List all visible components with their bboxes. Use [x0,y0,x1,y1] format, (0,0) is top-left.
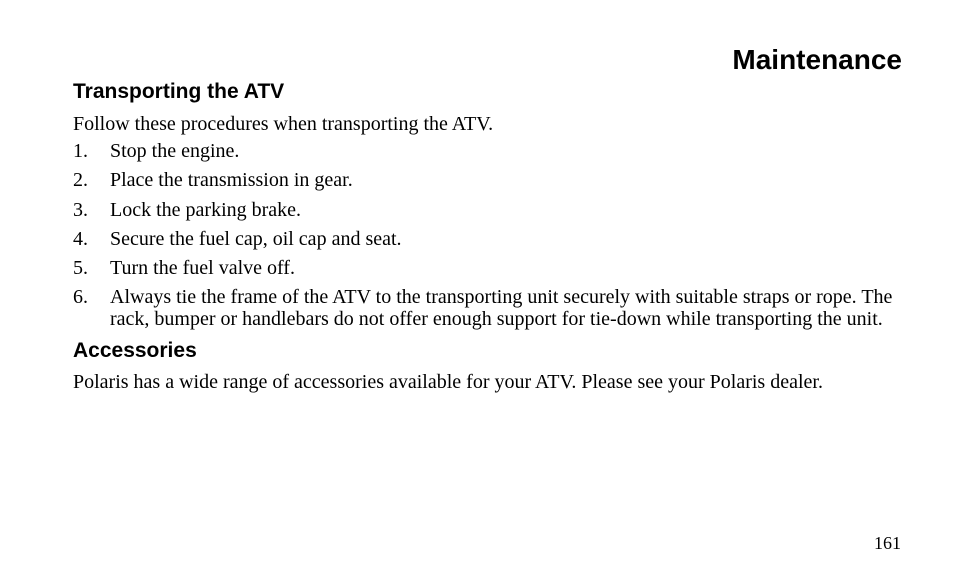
accessories-text: Polaris has a wide range of accessories available for your ATV. Please see your Polaris dealer. [73,371,823,394]
page-content [73,78,913,393]
transporting-intro: Follow these procedures when transporting the ATV. [73,113,494,135]
list-item [73,228,913,250]
step-text: Turn the fuel valve off. [110,257,295,280]
list-item [73,257,913,279]
step-number: 3. [73,198,88,221]
step-number: 4. [73,227,88,250]
step-text: Always tie the frame of the ATV to the transporting unit securely with suitable straps or rope. The rack, bumper or handlebars do not offer enough support for tie-down while transporting the unit. [110,286,893,331]
accessories-heading: Accessories [73,339,197,363]
step-text: Place the transmission in gear. [110,169,353,192]
step-text: Secure the fuel cap, oil cap and seat. [110,227,402,250]
list-item [73,286,913,330]
page-number: 161 [874,533,901,553]
step-number: 6. [73,286,88,309]
list-item [73,199,913,221]
list-item [73,140,913,162]
transporting-heading: Transporting the ATV [73,80,285,103]
step-text: Lock the parking brake. [110,198,302,221]
step-number: 2. [73,169,88,192]
step-number: 1. [73,140,88,162]
step-number: 5. [73,257,88,280]
step-text: Stop the engine. [110,140,240,162]
transport-steps-list [73,140,913,330]
section-title: Maintenance [732,44,902,75]
list-item [73,169,913,191]
